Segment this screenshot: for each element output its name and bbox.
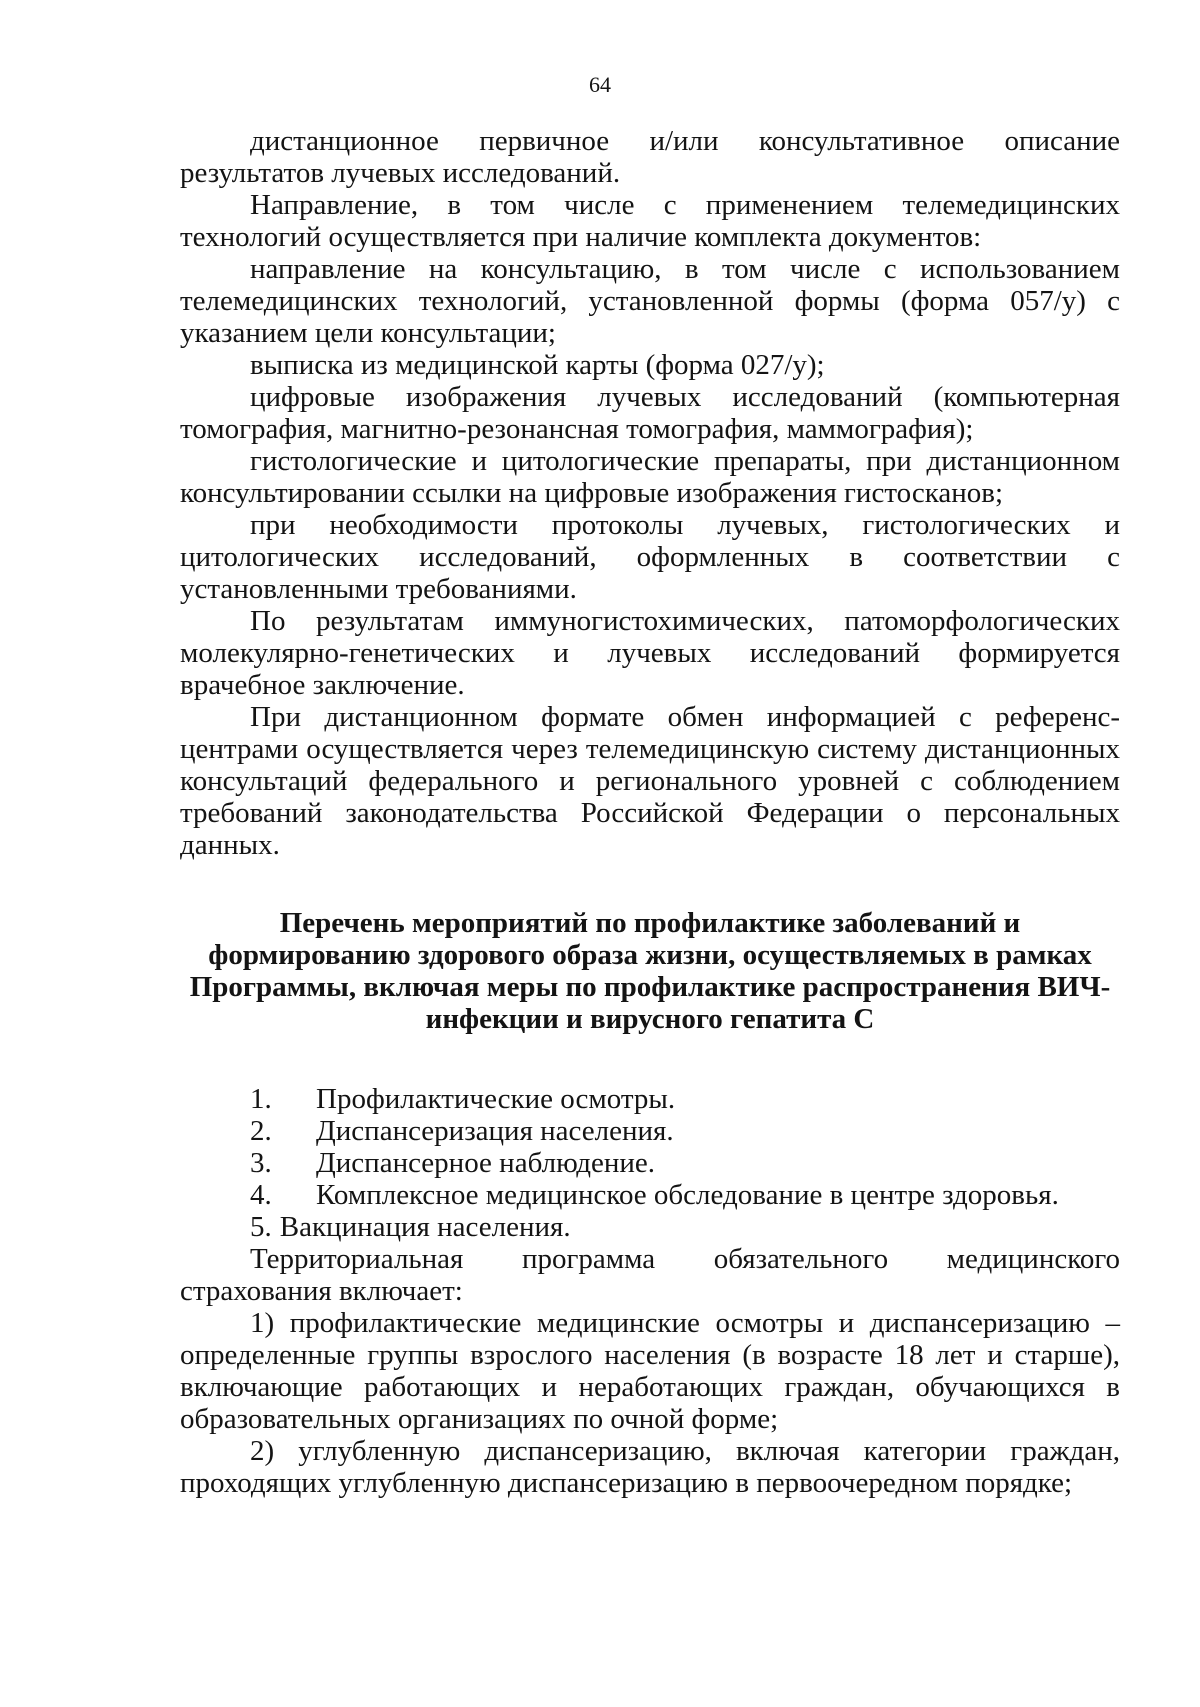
required-document-item: выписка из медицинской карты (форма 027/у); bbox=[250, 349, 825, 381]
closing-paragraph: 2) углубленную диспансеризацию, включая категории граждан, проходящих углубленную диспансеризацию в первоочередном порядке; bbox=[180, 1435, 1120, 1499]
intro-paragraph: Направление, в том числе с применением телемедицинских технологий осуществляется при наличие комплекта документов: bbox=[180, 189, 1120, 253]
section-title-line: Программы, включая меры по профилактике распространения ВИЧ- bbox=[189, 971, 1111, 1003]
intro-paragraph: дистанционное первичное и/или консультативное описание результатов лучевых исследований. bbox=[180, 125, 1120, 189]
measures-list bbox=[180, 1083, 1120, 1243]
section-title-line: формированию здорового образа жизни, осуществляемых в рамках bbox=[208, 939, 1092, 971]
list-item-text: Комплексное медицинское обследование в центре здоровья. bbox=[316, 1179, 1059, 1211]
closing-paragraph: 1) профилактические медицинские осмотры и диспансеризацию – определенные группы взрослого населения (в возрасте 18 лет и старше), включающие работающих и неработающих граждан, обучающихся в образовательных организациях по очной форме; bbox=[180, 1307, 1120, 1435]
section-title-line: инфекции и вирусного гепатита С bbox=[425, 1003, 875, 1035]
intro-paragraph: При дистанционном формате обмен информацией с референс-центрами осуществляется через телемедицинскую систему дистанционных консультаций федерального и регионального уровней с соблюдением требований законодательства Российской Федерации о персональных данных. bbox=[180, 701, 1120, 861]
required-document-item: цифровые изображения лучевых исследований (компьютерная томография, магнитно-резонансная томография, маммография); bbox=[180, 381, 1120, 445]
list-item-number: 5. bbox=[250, 1211, 272, 1243]
list-item-number: 4. bbox=[250, 1179, 272, 1211]
list-item bbox=[180, 1147, 1120, 1179]
list-item bbox=[180, 1083, 1120, 1115]
list-item-text: Профилактические осмотры. bbox=[316, 1083, 676, 1115]
list-item bbox=[180, 1179, 1120, 1211]
required-document-item: при необходимости протоколы лучевых, гистологических и цитологических исследований, оформленных в соответствии с установленными требованиями. bbox=[180, 509, 1120, 605]
page-number: 64 bbox=[589, 72, 611, 97]
document-body bbox=[180, 125, 1120, 1499]
required-document-item: гистологические и цитологические препараты, при дистанционном консультировании ссылки на цифровые изображения гистосканов; bbox=[180, 445, 1120, 509]
closing-paragraph: Территориальная программа обязательного медицинского страхования включает: bbox=[180, 1243, 1120, 1307]
list-item bbox=[180, 1211, 1120, 1243]
list-item-text: Диспансерное наблюдение. bbox=[316, 1147, 656, 1179]
section-title-line: Перечень мероприятий по профилактике заболеваний и bbox=[279, 907, 1021, 939]
required-document-item: направление на консультацию, в том числе с использованием телемедицинских технологий, установленной формы (форма 057/у) с указанием цели консультации; bbox=[180, 253, 1120, 349]
list-item-text: Диспансеризация населения. bbox=[316, 1115, 674, 1147]
list-item-number: 3. bbox=[250, 1147, 272, 1179]
list-item-number: 2. bbox=[250, 1115, 272, 1147]
list-item-text: Вакцинация населения. bbox=[279, 1211, 571, 1243]
intro-paragraph: По результатам иммуногистохимических, патоморфологических молекулярно-генетических и лучевых исследований формируется врачебное заключение. bbox=[180, 605, 1120, 701]
section-title bbox=[180, 907, 1120, 1035]
list-item bbox=[180, 1115, 1120, 1147]
list-item-number: 1. bbox=[250, 1083, 272, 1115]
